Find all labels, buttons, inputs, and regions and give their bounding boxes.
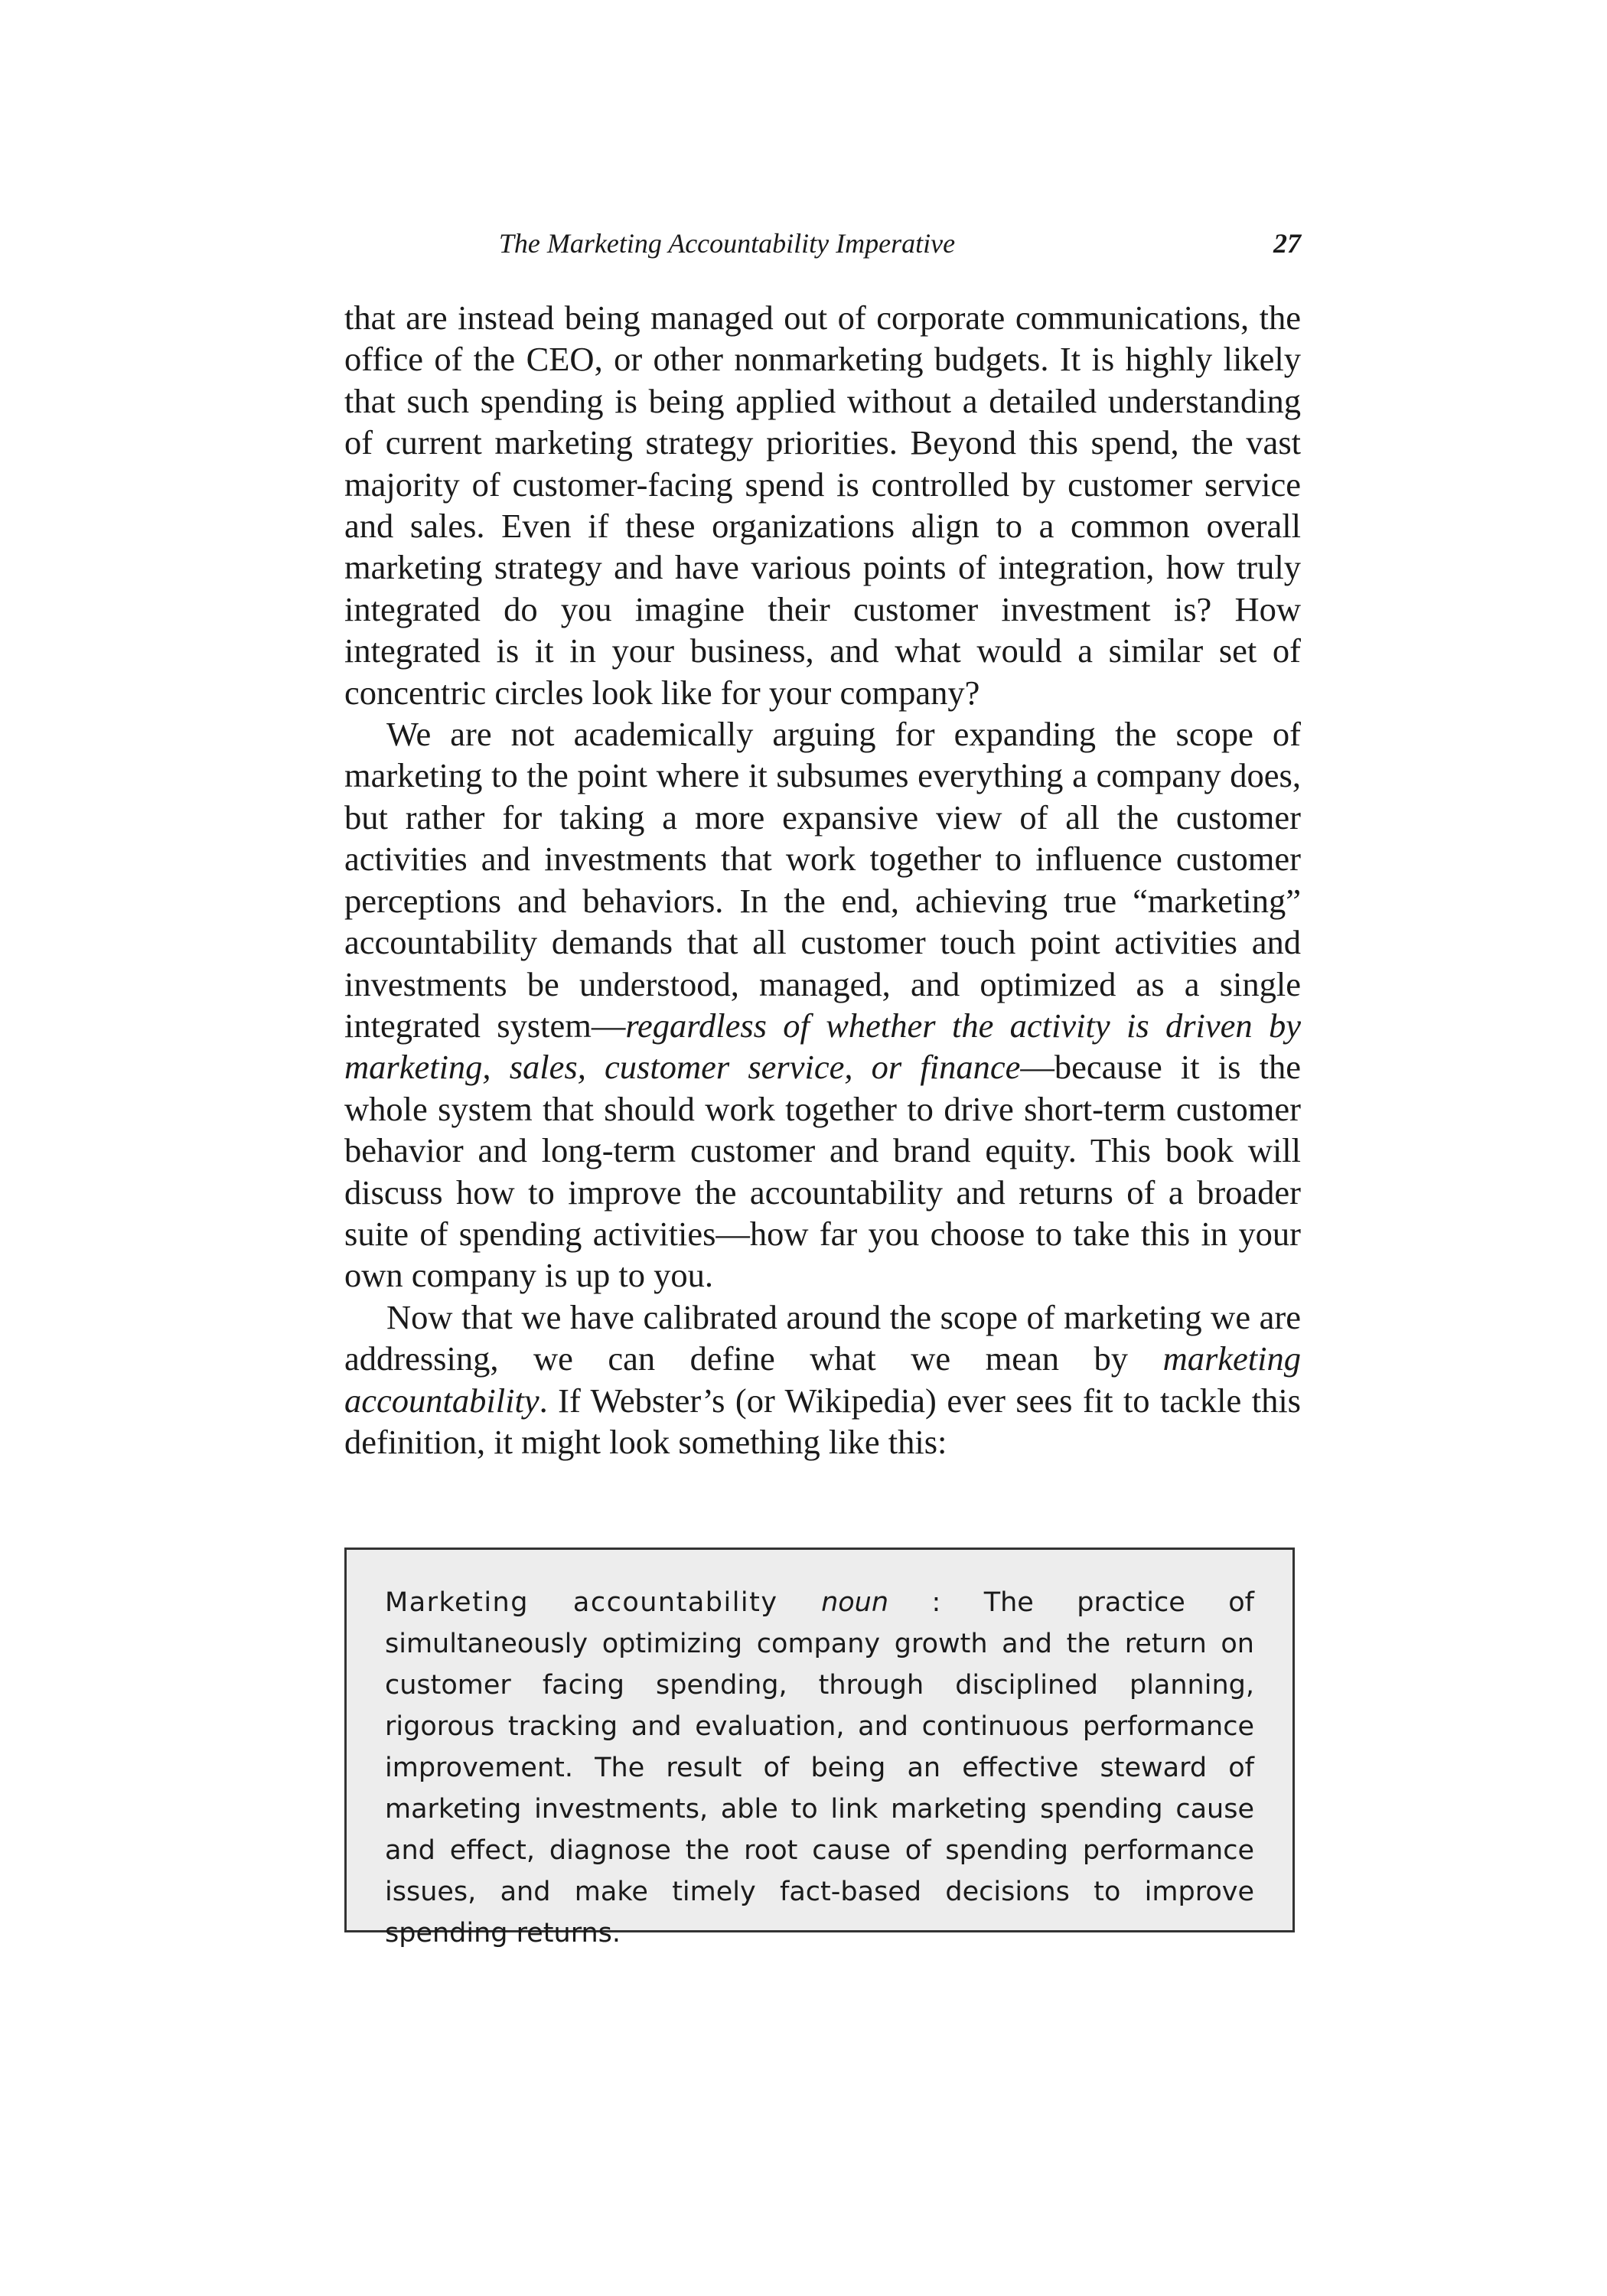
emphasized-text: marketing accountability bbox=[344, 1339, 1301, 1420]
body-text bbox=[344, 297, 1301, 1463]
paragraph-text: —because it is the whole system that should work together to drive short-term customer behavior and long-term customer and brand equity. This book will discuss how to improve the accountability and returns of a broader suite of spending activities—how far you choose to take this in your own company is up to you. bbox=[344, 1048, 1301, 1295]
definition-term: Marketing accountability bbox=[385, 1587, 778, 1618]
paragraph-text: Now that we have calibrated around the scope of marketing we are addressing, we can define what we mean by bbox=[344, 1297, 1301, 1378]
definition-box bbox=[344, 1548, 1295, 1949]
paragraph-text: We are not academically arguing for expanding the scope of marketing to the point where it subsumes everything a company does, but rather for taking a more expansive view of all the customer activities and investments that work together to influence customer perceptions and behaviors. In the end, achieving true “marketing” accountability demands that all customer touch point activities and investments be understood, managed, and optimized as a single integrated system— bbox=[344, 715, 1301, 1045]
definition-separator: : bbox=[888, 1587, 984, 1618]
paragraph-definition-intro bbox=[344, 1296, 1301, 1463]
paragraph-continued bbox=[344, 297, 1301, 713]
definition-part-of-speech: noun bbox=[821, 1587, 889, 1618]
paragraph-text: . If Webster’s (or Wikipedia) ever sees fit to tackle this definition, it might look something like this: bbox=[344, 1381, 1301, 1461]
paragraph-text: that are instead being managed out of corporate communications, the office of the CEO, or other nonmarketing budgets. It is highly likely that such spending is being applied without a detailed understanding of current marketing strategy priorities. Beyond this spend, the vast majority of customer-facing spend is controlled by customer service and sales. Even if these organizations align to a common overall marketing strategy and have various points of integration, how truly integrated do you imagine their customer investment is? How integrated is it in your business, and what would a similar set of concentric circles look like for your company? bbox=[344, 298, 1301, 712]
running-head bbox=[344, 220, 1301, 266]
running-title: The Marketing Accountability Imperative bbox=[498, 228, 956, 259]
emphasized-text: regardless of whether the activity is driven by marketing, sales, customer service, or finance bbox=[344, 1006, 1301, 1087]
definition-text: The practice of simultaneously optimizing company growth and the return on customer facing spending, through disciplined planning, rigorous tracking and evaluation, and continuous performance improvement. The result of being an effective steward of marketing investments, able to link marketing spending cause and effect, diagnose the root cause of spending performance issues, and make timely fact-based decisions to improve spending returns. bbox=[385, 1587, 1254, 1949]
page-number: 27 bbox=[1273, 228, 1301, 259]
definition-paragraph bbox=[385, 1582, 1254, 1954]
paragraph-scope bbox=[344, 713, 1301, 1296]
